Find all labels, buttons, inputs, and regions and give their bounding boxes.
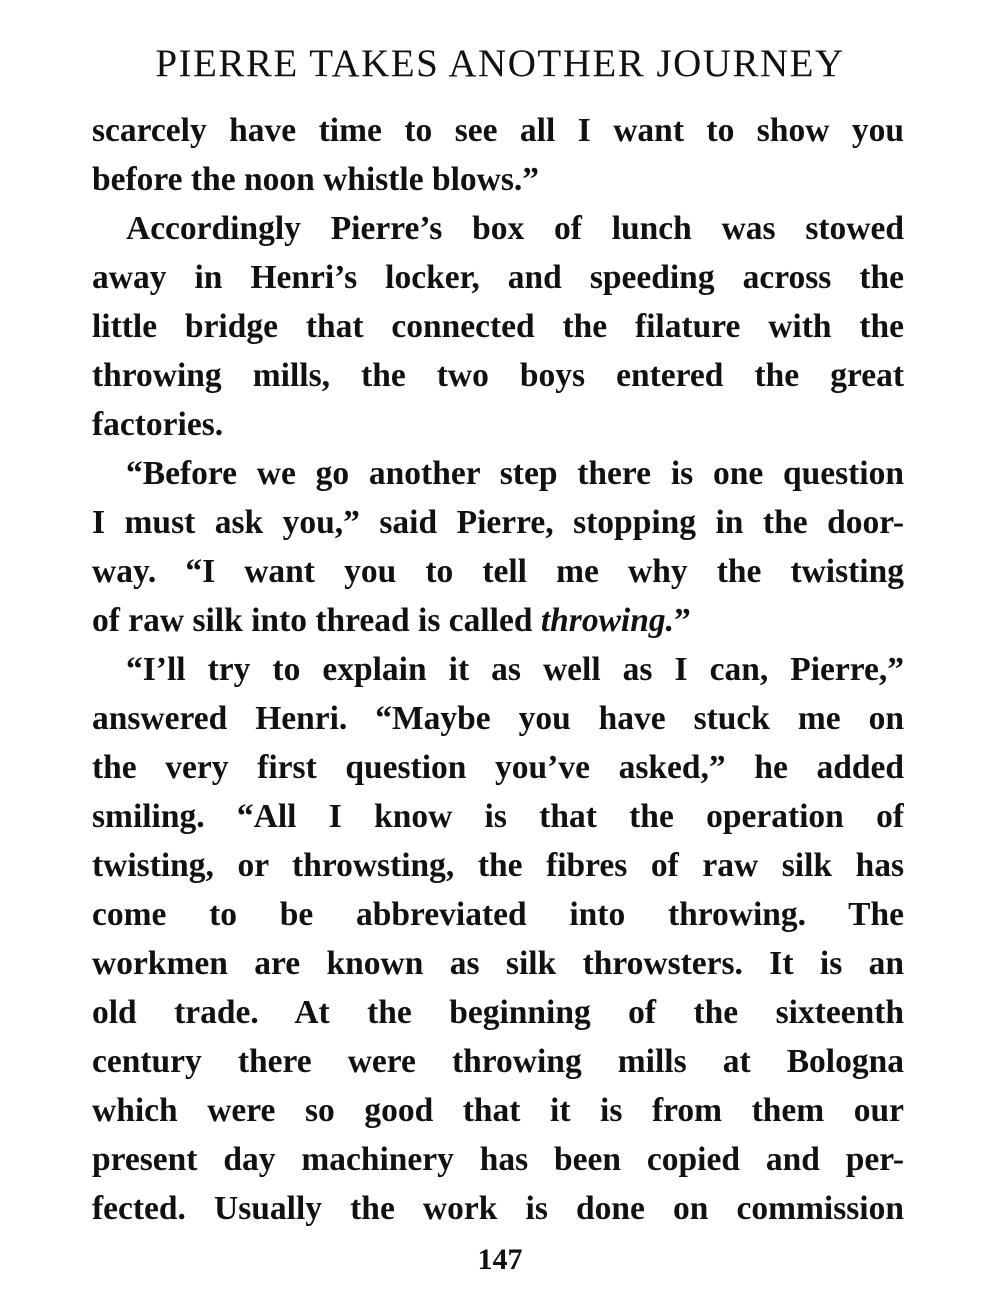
- text-line: century there were throwing mills at Bologna: [92, 1043, 904, 1080]
- text-line: throwing mills, the two boys entered the great: [92, 357, 904, 394]
- text-line: twisting, or throwsting, the fibres of raw silk has: [92, 847, 904, 884]
- text-line: away in Henri’s locker, and speeding across the: [92, 259, 904, 296]
- text-line: before the noon whistle blows.”: [92, 161, 539, 198]
- text-line: “I’ll try to explain it as well as I can, Pierre,”: [126, 651, 904, 688]
- text-line: little bridge that connected the filature with the: [92, 308, 904, 345]
- text-segment: ”: [674, 602, 691, 639]
- text-line: workmen are known as silk throwsters. It is an: [92, 945, 904, 982]
- running-head: PIERRE TAKES ANOTHER JOURNEY: [155, 42, 845, 85]
- text-line: old trade. At the beginning of the sixteenth: [92, 994, 904, 1031]
- text-line: factories.: [92, 406, 224, 443]
- text-line: which were so good that it is from them our: [92, 1092, 904, 1129]
- text-line: the very first question you’ve asked,” he added: [92, 749, 904, 786]
- text-line: “Before we go another step there is one question: [126, 455, 904, 492]
- italic-word: throwing.: [540, 602, 674, 639]
- text-line: present day machinery has been copied and per-: [92, 1141, 904, 1178]
- text-line: smiling. “All I know is that the operation of: [92, 798, 904, 835]
- text-line: answered Henri. “Maybe you have stuck me on: [92, 700, 904, 737]
- text-line: way. “I want you to tell me why the twisting: [92, 553, 904, 590]
- page-number: 147: [477, 1243, 523, 1276]
- text-line: come to be abbreviated into throwing. The: [92, 896, 904, 933]
- text-line: [92, 596, 904, 645]
- text-line: scarcely have time to see all I want to show you: [92, 112, 904, 149]
- text-line: Accordingly Pierre’s box of lunch was stowed: [126, 210, 904, 247]
- text-line: fected. Usually the work is done on commission: [92, 1190, 904, 1227]
- text-segment: of raw silk into thread is called: [92, 602, 541, 639]
- text-line: I must ask you,” said Pierre, stopping in the door-: [92, 504, 904, 541]
- body-text: [92, 106, 904, 1233]
